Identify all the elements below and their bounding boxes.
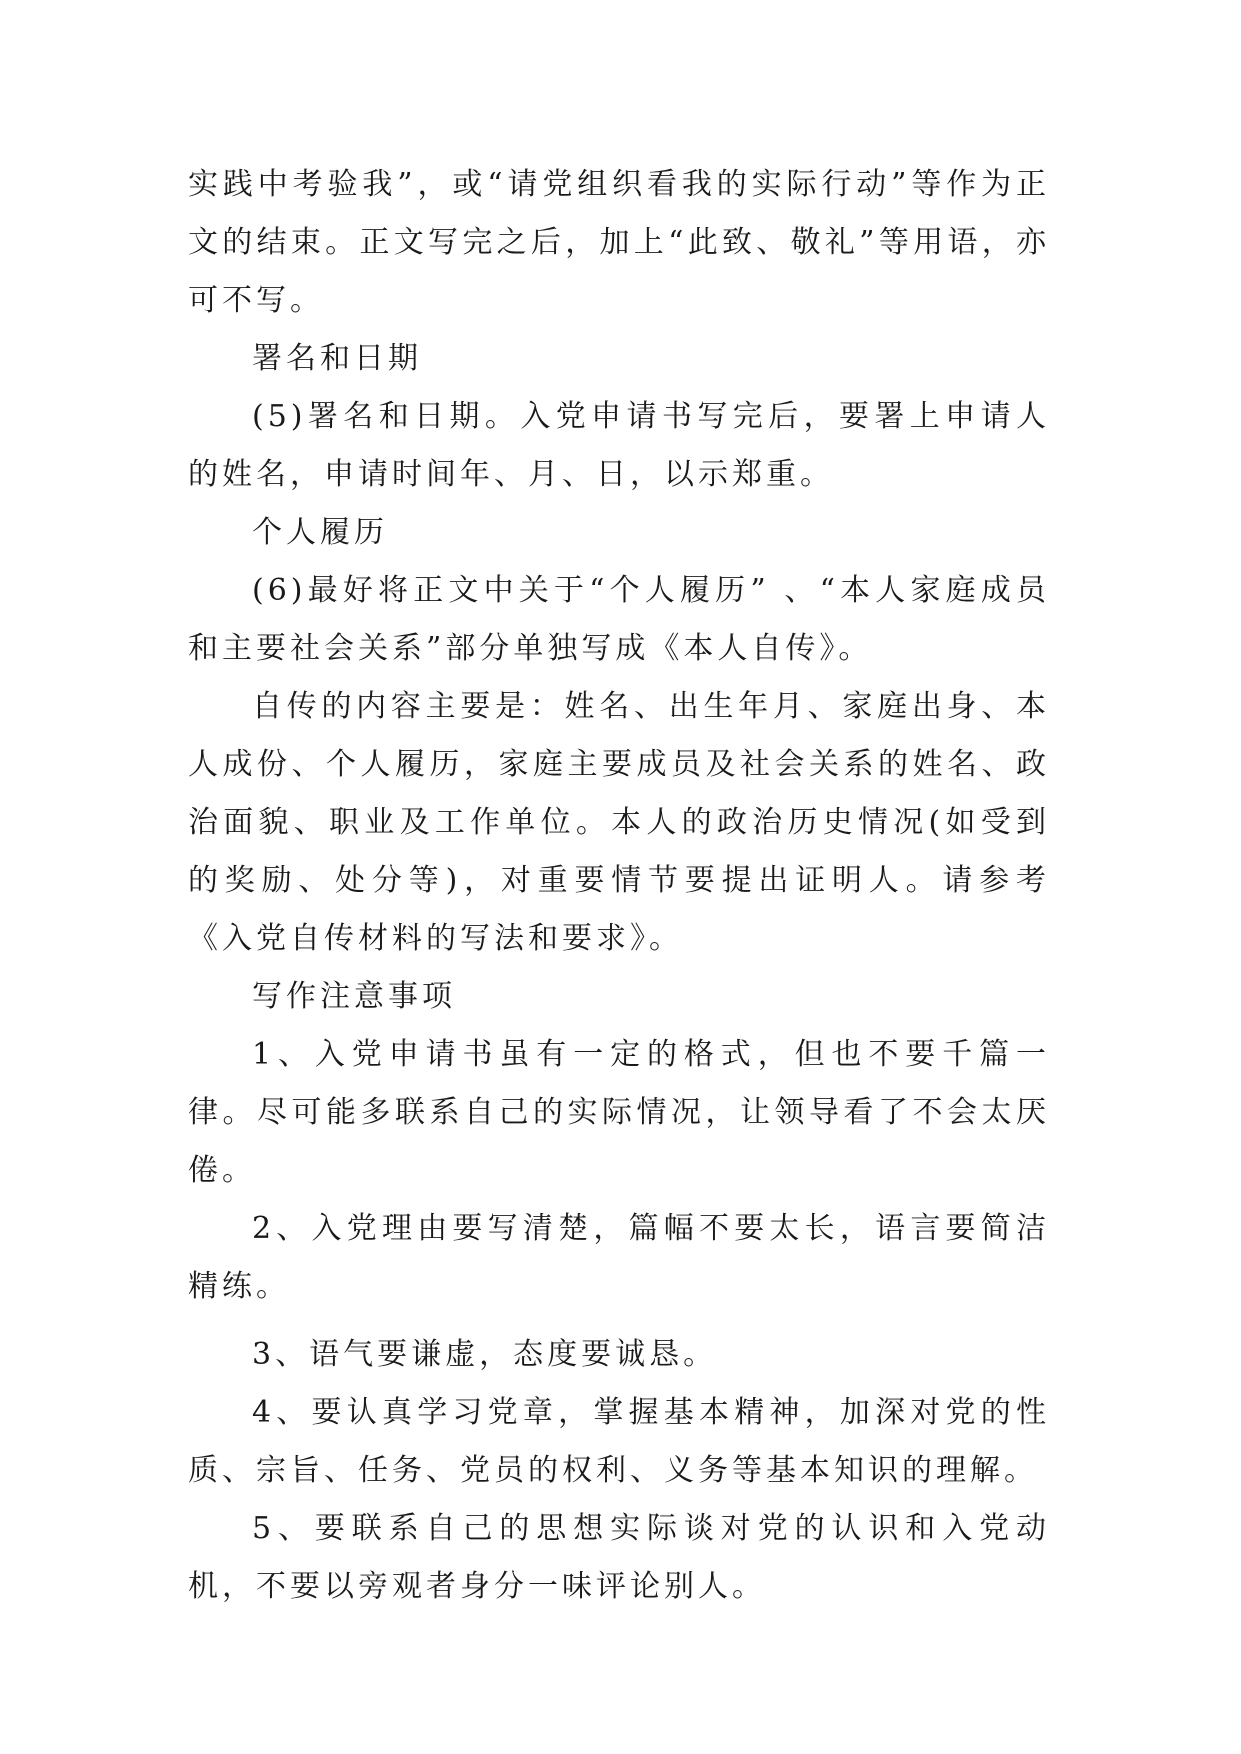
paragraph-conclusion: 实践中考验我”，或“请党组织看我的实际行动”等作为正文的结束。正文写完之后，加上“此致、敬礼”等用语，亦可不写。 xyxy=(188,167,1050,318)
note-item-1: 1、入党申请书虽有一定的格式，但也不要千篇一律。尽可能多联系自己的实际情况，让领导看了不会太厌倦。 xyxy=(188,1037,1050,1188)
note-item-5: 5、要联系自己的思想实际谈对党的认识和入党动机，不要以旁观者身分一味评论别人。 xyxy=(188,1511,1050,1604)
paragraph-signature-date: (5)署名和日期。入党申请书写完后，要署上申请人的姓名，申请时间年、月、日，以示郑重。 xyxy=(188,399,1050,492)
paragraph-resume: (6)最好将正文中关于“个人履历” 、“本人家庭成员和主要社会关系”部分单独写成《本人自传》。 xyxy=(188,573,1050,666)
section-heading-resume: 个人履历 xyxy=(252,515,388,550)
section-heading-signature-date: 署名和日期 xyxy=(252,341,422,376)
note-item-4: 4、要认真学习党章，掌握基本精神，加深对党的性质、宗旨、任务、党员的权利、义务等基本知识的理解。 xyxy=(188,1395,1050,1488)
note-item-2: 2、入党理由要写清楚，篇幅不要太长，语言要简洁精练。 xyxy=(188,1211,1050,1304)
paragraph-autobiography: 自传的内容主要是：姓名、出生年月、家庭出身、本人成份、个人履历，家庭主要成员及社会关系的姓名、政治面貌、职业及工作单位。本人的政治历史情况(如受到的奖励、处分等)，对重要情节要提出证明人。请参考《入党自传材料的写法和要求》。 xyxy=(188,689,1050,956)
note-item-3: 3、语气要谦虚，态度要诚恳。 xyxy=(252,1337,718,1372)
section-heading-writing-notes: 写作注意事项 xyxy=(252,979,456,1014)
document-body xyxy=(188,156,1050,1616)
